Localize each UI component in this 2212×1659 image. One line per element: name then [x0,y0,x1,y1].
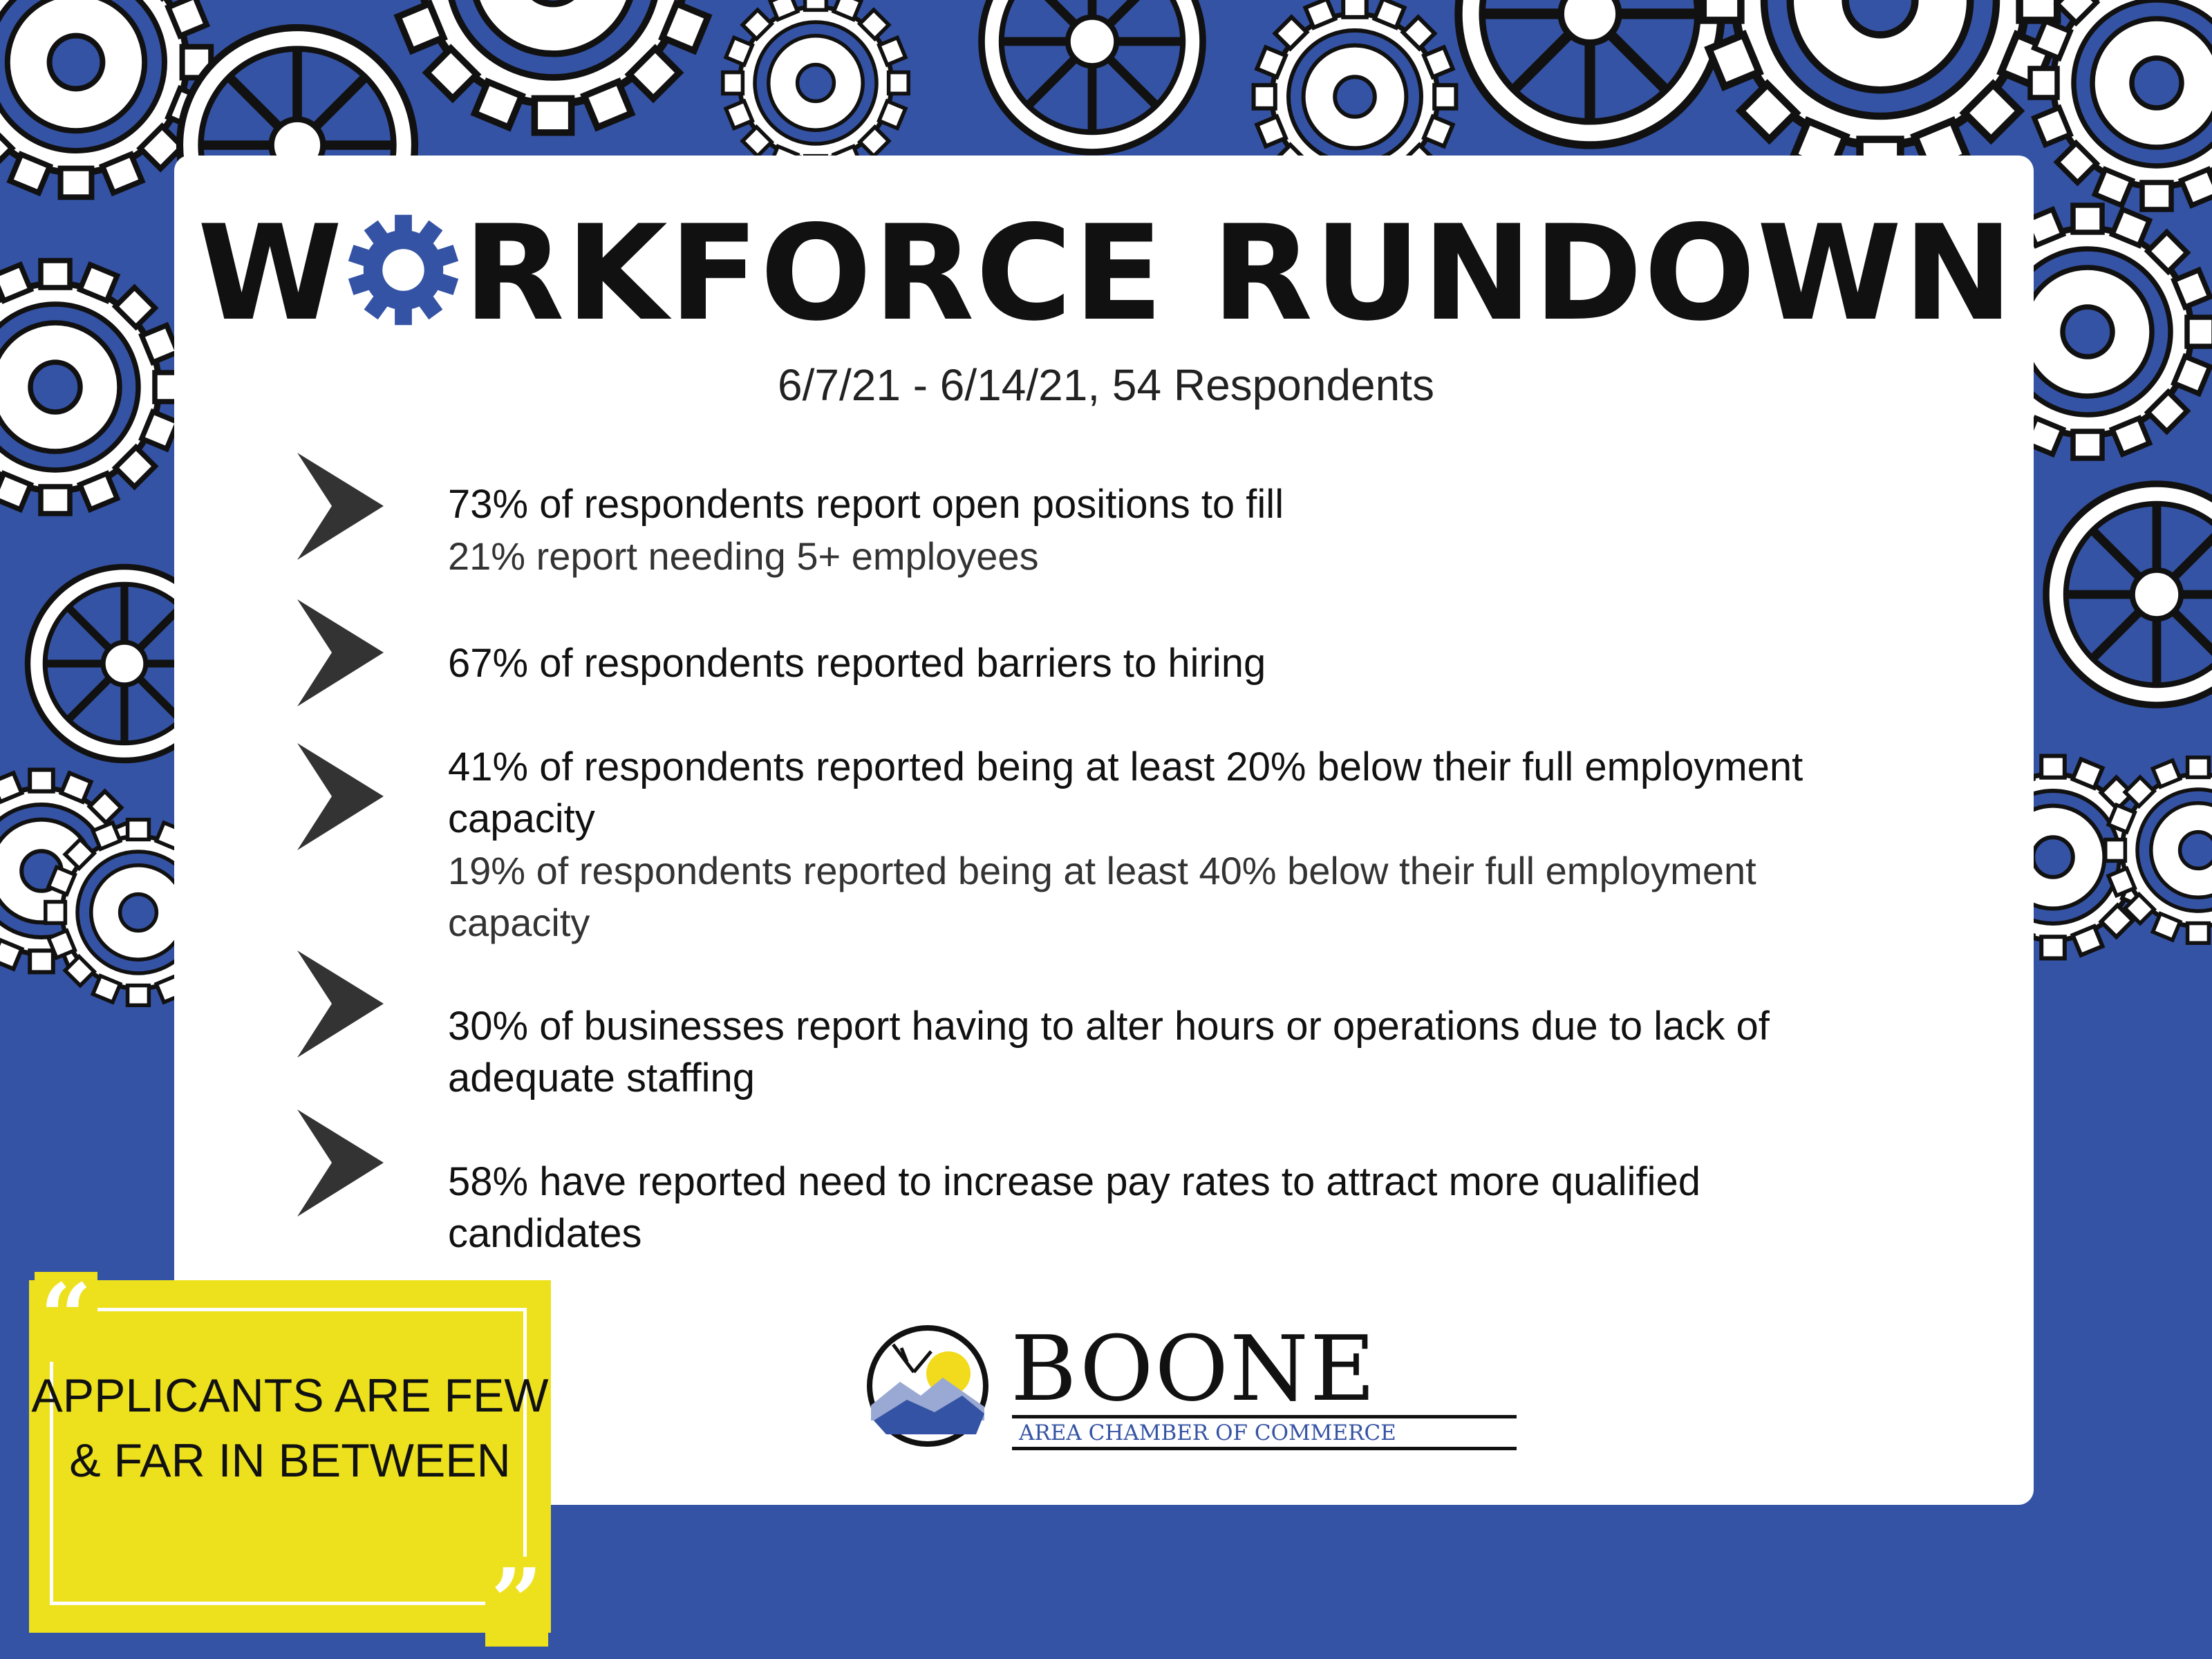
gear-icon [346,213,460,327]
stat-headline: 73% of respondents report open positions to fill [448,482,1284,527]
title-start: W [197,197,344,350]
quote-text: APPLICANTS ARE FEW & FAR IN BETWEEN [31,1369,549,1487]
subtitle: 6/7/21 - 6/14/21, 54 Respondents [777,360,1435,410]
stat-item [448,741,1886,948]
chevron-right-icon [290,596,387,710]
open-quote-icon: “ [35,1272,97,1362]
stat-headline: 67% of respondents reported barriers to hiring [448,641,1266,686]
stat-item [448,1000,1886,1104]
title-rest: RKFORCE RUNDOWN [463,197,2015,350]
chevron-right-icon [290,947,387,1061]
chamber-logo [865,1316,1396,1455]
stat-headline: 30% of businesses report having to alter hours or operations due to lack of adequate staffing [448,1004,1770,1100]
stat-detail: 21% report needing 5+ employees [448,534,1039,578]
stat-item [448,478,1886,582]
logo-wordmark: BOONE [1011,1316,1377,1421]
stat-headline: 41% of respondents reported being at least 20% below their full employment capacity [448,744,1803,841]
chevron-right-icon [290,1106,387,1220]
page-title [0,197,2212,350]
mountain-sun-icon [865,1324,990,1448]
stat-headline: 58% have reported need to increase pay rates to attract more qualified candidates [448,1159,1700,1256]
chevron-right-icon [290,449,387,563]
stat-detail: 19% of respondents reported being at least 40% below their full employment capacity [448,849,1756,944]
stat-item [448,1156,1886,1259]
stat-item [448,637,1886,689]
quote-box [29,1264,551,1654]
close-quote-icon: ” [485,1557,548,1647]
chevron-right-icon [290,740,387,854]
logo-tagline: AREA CHAMBER OF COMMERCE [1012,1415,1517,1450]
